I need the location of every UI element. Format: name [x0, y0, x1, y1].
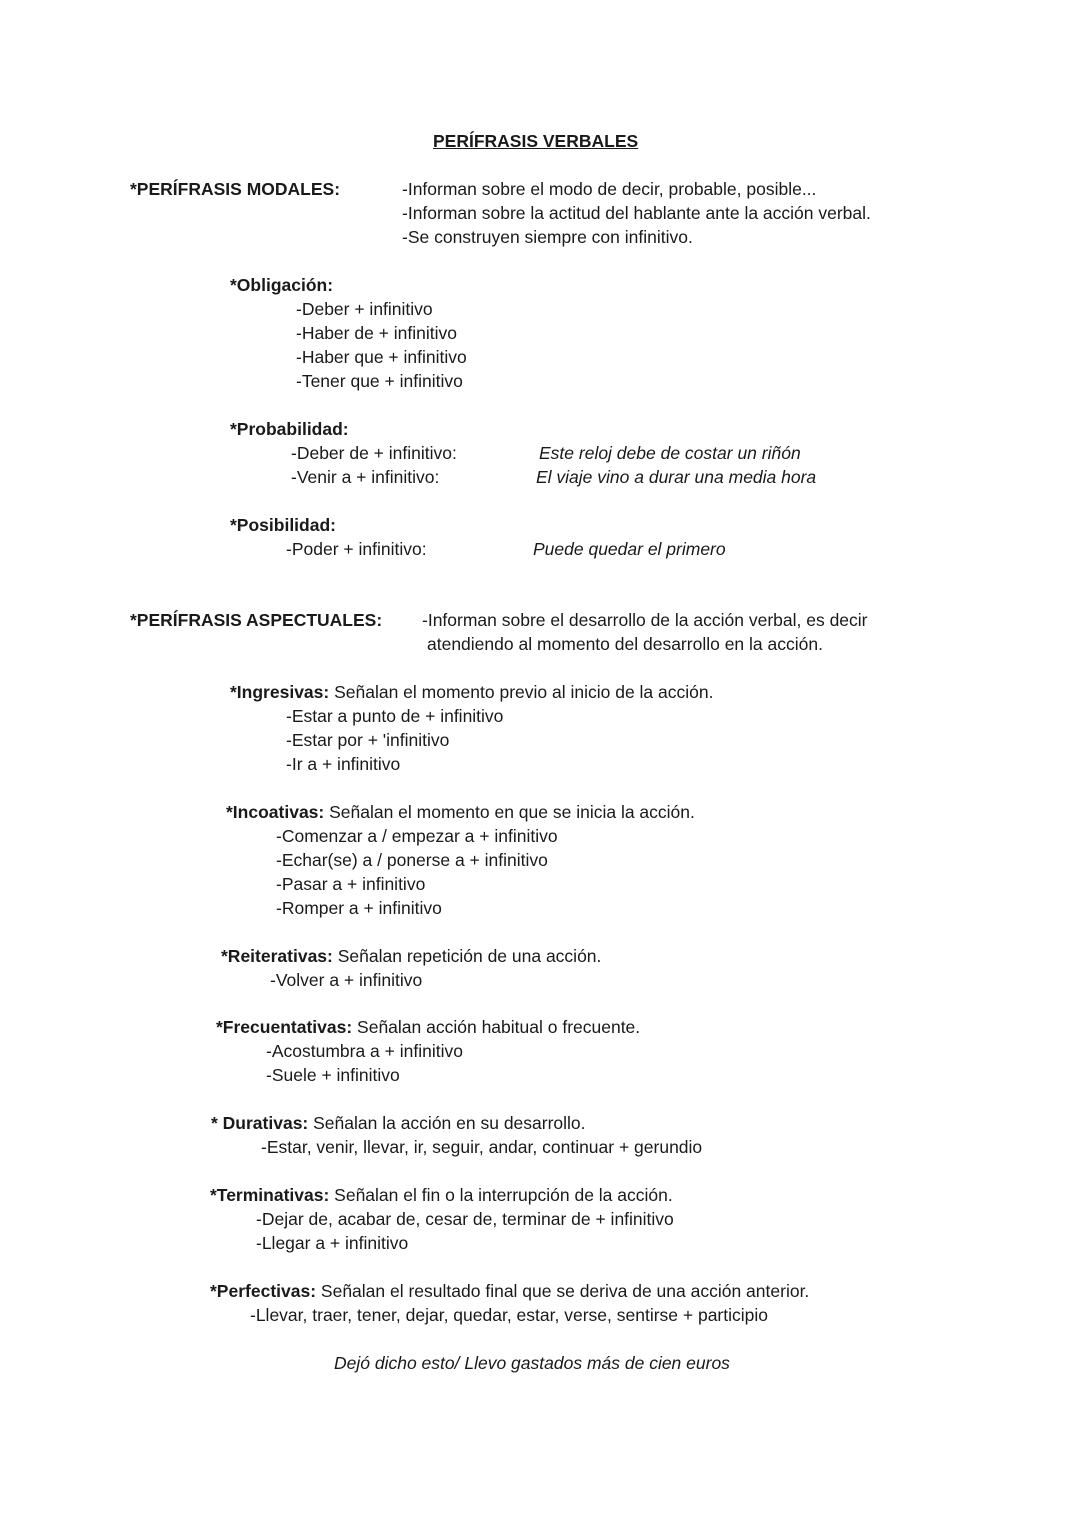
ingresivas-item: -Ir a + infinitivo	[286, 754, 401, 774]
probabilidad-example: El viaje vino a durar una media hora	[536, 467, 817, 487]
ingresivas-item: -Estar a punto de + infinitivo	[286, 706, 504, 726]
reiterativas-line	[221, 944, 601, 968]
incoativas-line	[226, 800, 695, 824]
incoativas-item: -Comenzar a / empezar a + infinitivo	[276, 826, 558, 846]
reiterativas-desc: Señalan repetición de una acción.	[332, 946, 602, 966]
aspectuales-heading: *PERÍFRASIS ASPECTUALES:	[130, 610, 383, 630]
perfectivas-heading: *Perfectivas:	[210, 1281, 317, 1301]
probabilidad-heading: *Probabilidad:	[230, 419, 349, 439]
terminativas-item: -Llegar a + infinitivo	[256, 1233, 409, 1253]
obligacion-heading: *Obligación:	[230, 275, 334, 295]
obligacion-item: -Deber + infinitivo	[296, 299, 433, 319]
terminativas-desc: Señalan el fin o la interrupción de la acción.	[329, 1185, 673, 1205]
durativas-heading: * Durativas:	[211, 1113, 309, 1133]
obligacion-item: -Haber de + infinitivo	[296, 323, 457, 343]
perfectivas-line	[210, 1279, 809, 1303]
posibilidad-item: -Poder + infinitivo:	[286, 539, 427, 559]
incoativas-item: -Romper a + infinitivo	[276, 898, 442, 918]
frecuentativas-desc: Señalan acción habitual o frecuente.	[352, 1017, 641, 1037]
modales-desc-line: -Informan sobre el modo de decir, probable, posible...	[402, 179, 817, 199]
modales-desc-line: -Se construyen siempre con infinitivo.	[402, 227, 693, 247]
posibilidad-example: Puede quedar el primero	[533, 539, 726, 559]
obligacion-item: -Haber que + infinitivo	[296, 347, 467, 367]
perfectivas-desc: Señalan el resultado final que se deriva de una acción anterior.	[316, 1281, 810, 1301]
modales-heading: *PERÍFRASIS MODALES:	[130, 179, 341, 199]
terminativas-item: -Dejar de, acabar de, cesar de, terminar de + infinitivo	[256, 1209, 674, 1229]
frecuentativas-heading: *Frecuentativas:	[216, 1017, 353, 1037]
perfectivas-example: Dejó dicho esto/ Llevo gastados más de cien euros	[334, 1353, 730, 1373]
frecuentativas-line	[216, 1015, 640, 1039]
obligacion-item: -Tener que + infinitivo	[296, 371, 463, 391]
ingresivas-line	[230, 680, 713, 704]
probabilidad-example: Este reloj debe de costar un riñón	[539, 443, 801, 463]
probabilidad-item: -Deber de + infinitivo:	[291, 443, 457, 463]
ingresivas-item: -Estar por + 'infinitivo	[286, 730, 450, 750]
probabilidad-item: -Venir a + infinitivo:	[291, 467, 440, 487]
reiterativas-heading: *Reiterativas:	[221, 946, 333, 966]
terminativas-heading: *Terminativas:	[210, 1185, 330, 1205]
ingresivas-heading: *Ingresivas:	[230, 682, 330, 702]
incoativas-item: -Echar(se) a / ponerse a + infinitivo	[276, 850, 548, 870]
page-title: PERÍFRASIS VERBALES	[433, 131, 639, 151]
durativas-line	[211, 1111, 586, 1135]
ingresivas-desc: Señalan el momento previo al inicio de la acción.	[329, 682, 714, 702]
frecuentativas-item: -Suele + infinitivo	[266, 1065, 400, 1085]
incoativas-heading: *Incoativas:	[226, 802, 325, 822]
perfectivas-item: -Llevar, traer, tener, dejar, quedar, estar, verse, sentirse + participio	[250, 1305, 768, 1325]
durativas-item: -Estar, venir, llevar, ir, seguir, andar, continuar + gerundio	[261, 1137, 703, 1157]
terminativas-line	[210, 1183, 673, 1207]
incoativas-item: -Pasar a + infinitivo	[276, 874, 426, 894]
reiterativas-item: -Volver a + infinitivo	[270, 970, 423, 990]
posibilidad-heading: *Posibilidad:	[230, 515, 336, 535]
aspectuales-desc-line: atendiendo al momento del desarrollo en la acción.	[427, 634, 823, 654]
durativas-desc: Señalan la acción en su desarrollo.	[308, 1113, 586, 1133]
aspectuales-desc-line: -Informan sobre el desarrollo de la acción verbal, es decir	[422, 610, 868, 630]
frecuentativas-item: -Acostumbra a + infinitivo	[266, 1041, 463, 1061]
incoativas-desc: Señalan el momento en que se inicia la acción.	[324, 802, 695, 822]
modales-desc-line: -Informan sobre la actitud del hablante ante la acción verbal.	[402, 203, 871, 223]
